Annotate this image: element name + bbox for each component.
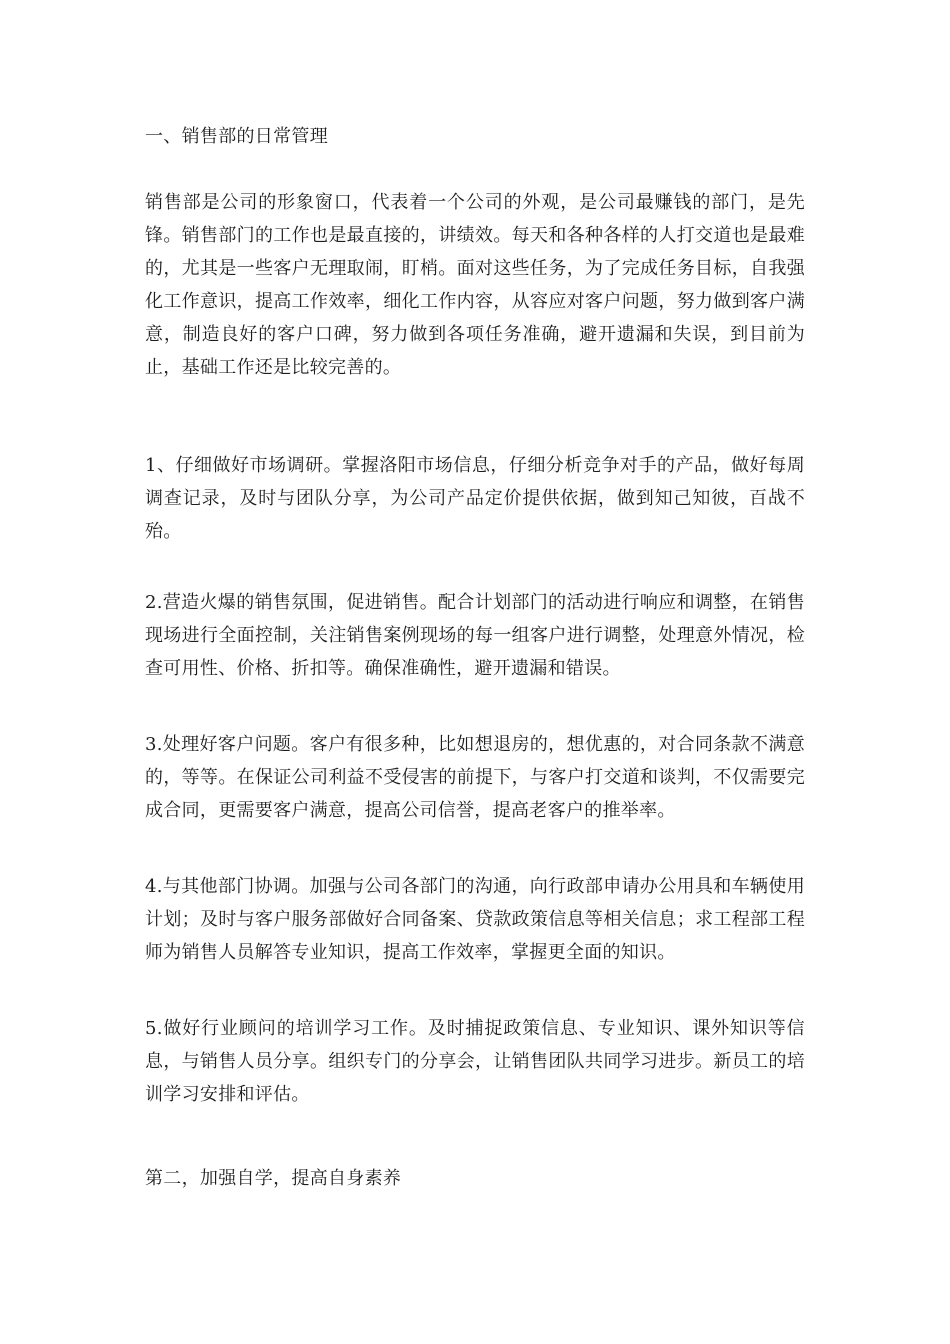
- list-item-sales-atmosphere: 2.营造火爆的销售氛围，促进销售。配合计划部门的活动进行响应和调整，在销售现场进行全面控制，关注销售案例现场的每一组客户进行调整，处理意外情况，检查可用性、价格、折扣等。确保准确性，避开遗漏和错误。: [145, 592, 805, 679]
- list-item-market-research: 1、仔细做好市场调研。掌握洛阳市场信息，仔细分析竞争对手的产品，做好每周调查记录，及时与团队分享，为公司产品定价提供依据，做到知己知彼，百战不殆。: [145, 455, 805, 542]
- section-heading-self-study: 第二，加强自学，提高自身素养: [145, 1168, 402, 1189]
- section-heading-daily-management: 一、销售部的日常管理: [145, 126, 328, 147]
- list-item-customer-issues: 3.处理好客户问题。客户有很多种，比如想退房的，想优惠的，对合同条款不满意的，等等。在保证公司利益不受侵害的前提下，与客户打交道和谈判，不仅需要完成合同，更需要客户满意，提高公司信誉，提高老客户的推举率。: [145, 734, 805, 821]
- list-item-training: 5.做好行业顾问的培训学习工作。及时捕捉政策信息、专业知识、课外知识等信息，与销售人员分享。组织专门的分享会，让销售团队共同学习进步。新员工的培训学习安排和评估。: [145, 1018, 805, 1105]
- intro-paragraph: 销售部是公司的形象窗口，代表着一个公司的外观，是公司最赚钱的部门，是先锋。销售部门的工作也是最直接的，讲绩效。每天和各种各样的人打交道也是最难的，尤其是一些客户无理取闹，盯梢。面对这些任务，为了完成任务目标，自我强化工作意识，提高工作效率，细化工作内容，从容应对客户问题，努力做到客户满意，制造良好的客户口碑，努力做到各项任务准确，避开遗漏和失误，到目前为止，基础工作还是比较完善的。: [145, 192, 805, 378]
- list-item-department-coordination: 4.与其他部门协调。加强与公司各部门的沟通，向行政部申请办公用具和车辆使用计划；及时与客户服务部做好合同备案、贷款政策信息等相关信息；求工程部工程师为销售人员解答专业知识，提高工作效率，掌握更全面的知识。: [145, 876, 805, 963]
